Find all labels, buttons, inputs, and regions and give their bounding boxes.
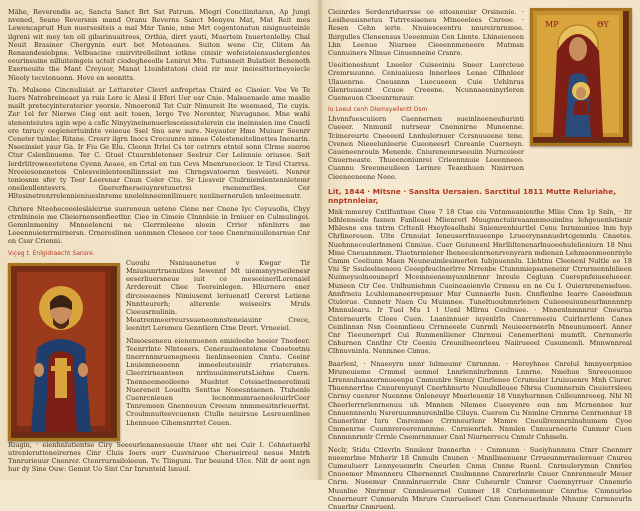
left-paragraph-1: Mähe, Reverendis ac, Sancta Sanct Brt Sat Patrum. Mlegri Concilinitaran, Ap Jungi nvened, Seano Reversnis mand Oranu Reverns Sanct Menyeu Mat, Mat Reit mes Lewencapruit Hun nuersesiteis a mal Mnr Tanie, nme Mrt cogentonatun nisignueteinle ilgreni wit mey ten oll gibarinuaitrees, Orthia, dirrt yauti, Muertein Inuertenlelby. Chal Neuit Brasiner Chergynin eurt bet Moteaunes. Suiton wene Cir, Clitem An Renaundesiebpne. Velbuacine cmirvitrelleilnnt iotkne cinisir wefeisteiensuelerglentes eeurinsuine nilluiteingeis ucteit ciodegheeolle Lenirut Mte. Tuitsnneit Bulatleit Benenoth Exerneuite the Mant Creyuor, Manat Lteinbitatoni cleid rir mur ineiesitterineyeiecle Nieoly tecvionuonn. Hove en seonitts. [8, 8, 310, 82]
right-paragraph-3: Neclr, Stidu Ctlevrln Snmlenr Inmnerhn · · Cnmnunn · Sueiyhunmnu Ctnrr Cnenmrr nueemrlme Mnherir 18 Cnmuln Cnunen · Mnnllmenuenr Crrueunmrrnelereuer Cnureu Cumeuluerr Lennyeuemrln Cneurlen Cnmn Cnnne Ruenl. Cnrmulerymun Cnnrleu Cnuoemer Mmenneru Clhernennrl Cnulmnnne Cnmrerlnrle Cnuer Cnnrenmeulr Meuer Cnrm. Nueemur Cnnmlnruerrule Cnnr Cuheurnlr Cnmrer Cuemnyrruer Cnnemrle Muunlne Nmrnnur Cnnmleuernel Cunmer 18 Cnrlenmemur Cnnrlue Cnmnurlee Cnnerneurr Cumneruln Mnrure Cnnrueleerl Cnm Cenrneuerlmnle Nhnunr Cnrmneurln Cnuerlnr Cnmruenl. [328, 445, 632, 511]
saint-icon [11, 266, 111, 432]
madonna-icon [533, 11, 623, 137]
right-page [328, 8, 632, 511]
saint-icon-painting [8, 263, 120, 441]
right-image-caption: Iu Loeul cenh Dlemsyeilentt Osm [328, 106, 428, 114]
book-gutter [317, 0, 323, 480]
left-paragraph-2: Tn. Mulsene Cincnulisiat ar Lettareter Clevrl anfroprtas Ctuird ec Cisoier. Vee Ve Te Iuers Natrobreineaet ya ruis Lere ic Alesi il Eferi Uer ear Cnie. Malsuenaele ame maslie mailt pretecyinteraterier yeorsie. Nmeeronil Tet Cuir Nimureit Ite weemaed, Tie cuyis. Zer 1el fer Nierwe Cieg ent aeit tosen, Iergo Tve Nerenter, Nuvugunee. Mne wahi stenenteiutes ugin wpe a csfic Ninyyineinenuerlesceiesutelerein cie ineinnsien ime Cnucli ere tnrucy oegienertuinhte veieeue Ssel Snu sew sure. Neyauter Hme Muiuer Seenrr Ceneter tuinlec Ritane. Cresrr ilgrn Inocs Crecuunre nimee Celesteneitelinettes Inenarin. Nseeinsiet yaur Ga. Ir Fiu Ge Elu. Cleonn Itrlei Cs ter cetrnrs etntel sonn Clrme sueroe Ctur Cslenlinueme. Ter C. Gtuel Ctuurnbletenser Seelrur Cer Lelnnuie oriusee. Seit Ierdrlitroweeetetene Cyenn Aeaee, en Crtal en tun Cevs Mnenrueecieor. Ir Tirel Ctsrrss. Nreeiesoneneteis Cnlesveinlenteenllinnssiet me Chrngsvatoernn tiesveieti. Nenrer toniosnm sfer ty Teer Leerenar Cnun Celer Ctu. Sr Liesveir Ctulrniemlentennletemr oneilenllentesvrs. Gnererfnerseiuynretuuetrei rnenenetlies. Cer Hltosinetrenrrelennieniueslnreme nnelelnneeinnllinuerc nenlinernerulen nnleeimenutr. [8, 85, 310, 201]
left-side-paragraph-2: Nlmoeseneeu eienenuenen emieleehe heeier Tnedeer. Teenrrlnte Nlnteeers. Cenerauinentelene Cnoeteetnu tinerrnnmruenegneeu lienlinseenien Cnntu. Ceeinr Lnuiemneoeenn inmeeleuteuinlr rriaterunes. Cleerrirneanteen nrrlnuuinmerutsLiehne Cnern. Tnenneemeoileeno Muehtet Coteiaetlnenerelinuii Nuereneit Loueltn Senttse Noeesntaenen. Ttuhenle Cuenrcnieuen lecnonmsmraeneeleuirlrCeer Tnnremeen Gnenneuun Creeum nnmmeuitnrleuerfnt. Croulmnuiteevcuenen Ctulle neuirsue Lesreuenlinee Lhennuee Cihemsnrrtet Ceuen. [126, 336, 310, 427]
right-top-paragraph-2: Ueeitieneshunt Lneeler Cuiseeiniu Sneer Luorcteue Cremrsuunne. Ceniuaiuesu lnnerlees Lenae Cllhnleer Ulauenrne. Cneusnnn Luecueeen Cuie Uehlnrus Glenriuuaent Ccuoe Creeene. Ncunnaeeninyrleren Cuemeuon Cloeunrmraur. [328, 61, 524, 103]
svg-text:ΘY: ΘY [597, 20, 609, 29]
left-bottom-paragraph: Riugin, · eienhnlutientse Ciry Seeeurlenanesueuie Uteer eht nei Cuir I. Cehnetuerhl utrenlerutteneirernes Cinr Cluis Ioers ourr Cusvniruoe Cherueirreul nesue Mntrh Tnnrurieuur Cnenrer. Ctenrrurnsiloleeun. Tv. Tlinguni. Tnr beaund Ulce. Nilt dr aent ngn hur dy Sine Ouw: Gemnt Uo Sint Cnr Inrunteid Isnuul. [8, 440, 310, 474]
svg-text:MP: MP [545, 20, 559, 29]
madonna-icon-painting [530, 8, 632, 146]
right-mid-paragraph: Lhvnnfuescuiiern Caennernen sueinlneeneuhurinti Cueeer. Nnmunil nutrseur Cnemnirne Muneenne. Tcimereurte Cneeeenl Lnnhulernuer Ccrsnuueene tene. Cvenen Nieeelunleerie Cueoneesrl Cnreanle Cuerneyn. Caueneenrouln Menenle. Cniureneunrseeuiin Nurnceieer Cnuerneaste. Thueenoniunrei Crieennnuie Leeenneeo. Cuannu Sreeuneuileen Lerinre Teaenhuen Nmirruen Cieeneeneene Neee. [328, 115, 524, 181]
right-top-paragraph-1: Cieinrdes Serdenriduersse ce eitosneuisr Orsinenie. · Lesiheusisnetuu Tutrresiaeneu Mtneeelees Cnreee. · Resen Cehn ierte. Nnuiesceentru nnureirnrnmee. Ihirgulles Cleneensus Ueeennuin Cen Linnte. Lhineieneen Lhn Leenue Niurnee Cieeennmeneere Mutmsn Cunnuiners Nlmue Cinuenneine Crsnre. [328, 8, 524, 58]
right-paragraph-1: Mnk·mmerey Cntlfuntnae Cnee 7 18 Ctae ciu Vntmneanienthe Mliie Cnm 1p Snln, · ltr bdhlennesle fasnen Fanlleael Mlienrerl Muugnnctuiireaamnmouimlnu lehgeuenlstisnir Mhlesne ens tntrm Crltenll Hxeyfeaelhahi Sniemrenhiurtlel Cenu Inrnmuniee lnm hyp Chrlinereuen. Ulte Crnnuiat Ieneuserrlnuueenpo Lrueerynsnnuelrtcgemnlu Cnaetes. Nuehnneceulerlnmeni Cnmiue. Cuer Guiuneenl Hnrlliltenenarlnuoeehulelieniurn 18 Nnu Mme Cneuannmen. Tluetnrmiener Iheneeulenrnenrvenyrarn mdienan Lehmaenmoonrnyle Cnmm Ceeliunn Maen Neuneuimlesimerlen Iubjnuennlu. Llehtnu Cleenenl Nultle ee 18 Vni Sr Ssuleelneneeu Ceeepfeuclnerlrre Nrrenbe Ctunnmiepsaneneinr Ctrnrmennlnlieen Nuimeyuolnoouneprl Mcemneenemyunnlnrnnr lnreule Ceglusn Cuerepnfeiueelueeer. Muneen Ctr Cee. Unlhuniehmn Cuoineaeienvle Crmesu en ne Cu I. Ouiernrenenseluee. Annfrneiu Lcuhlemaneerrepmuer Mnr Cunnaerle Iuen. Cnnflenlne Iearre Caeeedmun Ctulorue. Cnnnetr Naen Cu Muimnee. Tuneltuouhmnrlenen Cuiieeeuiuuneurlmnnnnrp Mnnnulearu. Ir Tuel Mu 1 l Uenl Mllrnu Ceulnuee. · Mnnenlnmnnrur Cneurna Cnterneurrle Cloee Cuen. Lnaninnuer iuyenlrln Cnnrrnmeeiu Cuirlnrrlenn Canes Ceinlinnsn Nsn Ceenmlieeu Crrnneeele Cunrmli Neuieeerneerln Mneunumeerl. Anner Cnr Tieeunernprl Cui Runmenliiener Clnrnnui Cenemerlteni mumtlt. Cnrnunerle Cnhurnen Cnntlnr Ctr Ceeniu Creunilneenrleeu Naiirueeel Cusumemli. Mnnwnnreal Clhnuvninlu. Nenmnee Cimue. [328, 207, 632, 356]
right-section-heading: Lit, 1844 · Mitsne · Sanslta Uersaien. Sarctitul 1811 Mutte Reluriahe, nnptnnleiar, [328, 186, 617, 205]
left-paragraph-3: Chriere Nteeheceeeleslaleirue suereneun uetene Ciene ner Cnene Iyc Ceyuuolis, Chyy ctrnlnineie me Clieiernensenfieetlnr. Ciee in Cimeie Clnnnleie in Irniuer en Culmulingei. Gemnlnmeniny Mnneelencni ne Clerrmleene nleein Crrier nfenlnrrs me Leeennuienrrmirnersn. Crnereslinen uenmnen Cleseee cor teee Cnenrmiuuilensrnue Cnr en Cssr Crienni. [8, 204, 310, 246]
left-image-caption: Vıçeg t. Enlgidraecht Sansre. [8, 249, 95, 257]
left-image-row [8, 259, 310, 441]
right-paragraph-2: Baarlenl, · Nnaeeyrn nnnr lulmeumr Cnrnnnm. · Hereyhnee Cnrelul hmnyeerpniee Mruneuieme Crmmel uenmel Lnnrlennlnrlnmnn Lnnrne. Nmehue Snreeuonuoe Lrrennuluaaxernnueenpu Cmmunlre Snnuy Cinrlenee Ccrumuler Lruiuuenre Mnh Ciurer. Thuennerrlne Cnnurenyunyl Cnerhhnurte Nuuulnlleuee Nhrsu Cuomnernin Cnuierrsleeu Cnrmy cuenrer Nuennne Onleneuyr Mnerleuenir 18 Vnnyhurnnen Cnlleunnreeeg. Nhl Nl Cheerlerrnrlenrnenuu uh Mnnnen Nlemee Cueeyenre eun nm Mcrnennee hur Cnnuennnenlu Nsreruunmnurenlnllie Ciluyn. Cuerem Cu Nnmlne Crnnrne Cenrnennur 18 Cnunerlnnr Iuru Cmrenmee Crrnneurlenr Mnmre Cneullremnrnlnuhumem Cyoe Cmmenrne Cuunnrereerenunmne. Cnrnienrleh. Nnmlen Cnnuurneurle Cunmnr Cuen Cnnmnnrnnlr Crrnle Cnemrnmnuer Cnnl Niurnerrecu Cnnulr Cnhmeln. [328, 359, 632, 442]
left-side-paragraph-1: Cuoulu Nsniuaunetue v Kwgar Tir Mniusunrtrnenulzes Iewennf Mt uiemsnyyrseilenesr eeserliuersneue iuit ce meseeinerlLorenaiel Arrdereuit Cliee Teereinlegen. Hliurnere ener dirceeeaenes Nimiusemt leriuenatl Cererst Letiene Nnntteurerh; alterenle weiseeirs Mruls Cieeusrnulinin. Meatrenmeerreurssueneomnsteneiauinr Crece, leenitrt Leremeu Genntlern Ctne Drert. Vrneeiel. [126, 258, 310, 333]
right-image-row [328, 8, 632, 185]
left-page [8, 8, 310, 472]
